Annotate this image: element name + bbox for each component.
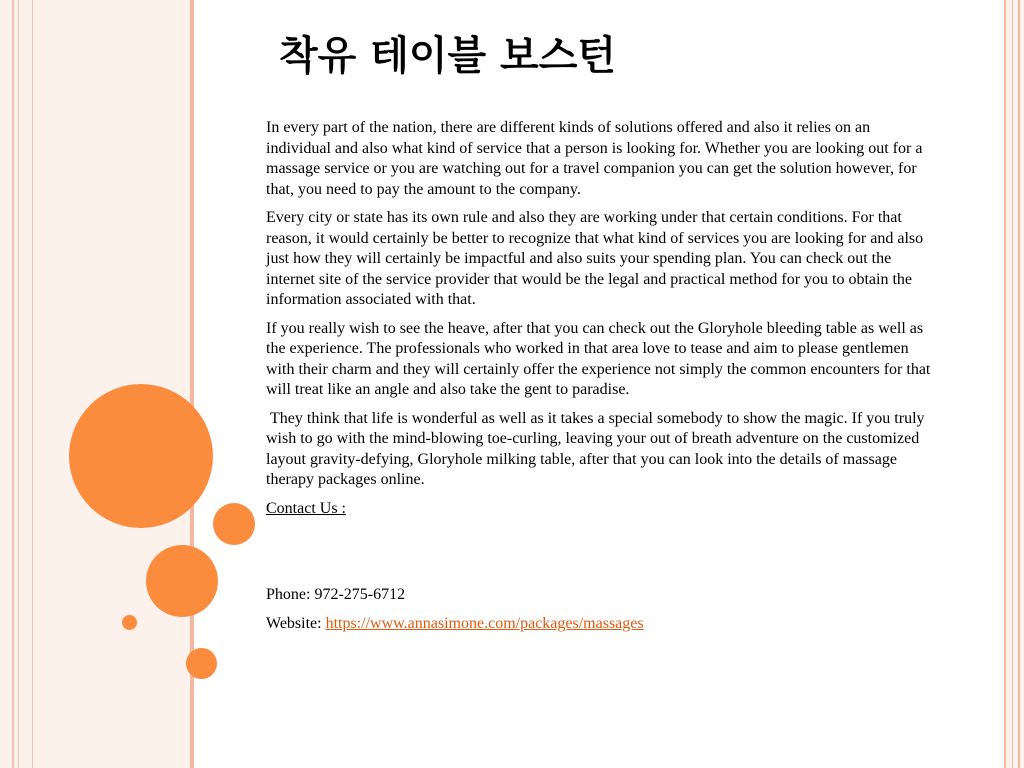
body-paragraph: Every city or state has its own rule and also they are working under that certain conditions. For that reason, it would certainly be better to recognize that what kind of services you are looking for and also just how they will certainly be impactful and also suits your spending plan. You can check out the internet site of the service provider that would be the legal and practical method for you to obtain the information associated with that. — [266, 209, 924, 308]
decorative-line — [12, 0, 14, 768]
website-label: Website: — [266, 614, 326, 632]
body-paragraph: They think that life is wonderful as well as it takes a special somebody to show the magic. If you truly wish to go with the mind-blowing toe-curling, leaving your out of breath adventure on the customized layout gravity-defying, Gloryhole milking table, after that you can look into the details of massage therapy packages online. — [266, 409, 929, 488]
website-link[interactable]: https://www.annasimone.com/packages/massages — [325, 614, 644, 632]
body-paragraph: In every part of the nation, there are different kinds of solutions offered and also it relies on an individual and also what kind of service that a person is looking for. Whether you are looking out for a massage service or you are watching out for a travel companion you can get the solution however, for that, you need to pay the amount to the company. — [266, 119, 923, 198]
decorative-circle-small — [213, 503, 255, 545]
website-line — [266, 614, 938, 635]
decorative-circle-large — [69, 384, 213, 528]
decorative-circle-tiny — [122, 615, 137, 630]
decorative-line — [1018, 0, 1020, 768]
contact-heading: Contact Us : — [266, 499, 346, 517]
spacer — [266, 527, 938, 585]
left-decorative-band — [0, 0, 194, 768]
decorative-line — [1012, 0, 1013, 768]
phone-line: Phone: 972-275-6712 — [266, 586, 406, 603]
decorative-line — [32, 0, 33, 768]
decorative-circle-small — [186, 648, 217, 679]
decorative-line — [18, 0, 19, 768]
right-decorative-band — [1004, 0, 1024, 768]
slide-title: 착유 테이블 보스턴 — [279, 33, 616, 79]
slide-body — [266, 118, 938, 642]
decorative-circle-medium — [146, 545, 218, 617]
decorative-line — [1004, 0, 1006, 768]
body-paragraph: If you really wish to see the heave, after that you can check out the Gloryhole bleeding table as well as the experience. The professionals who worked in that area love to tease and aim to please gentlemen with their charm and they will certainly offer the experience not simply the common encounters for that will treat like an angle and also take the gent to paradise. — [266, 319, 931, 398]
